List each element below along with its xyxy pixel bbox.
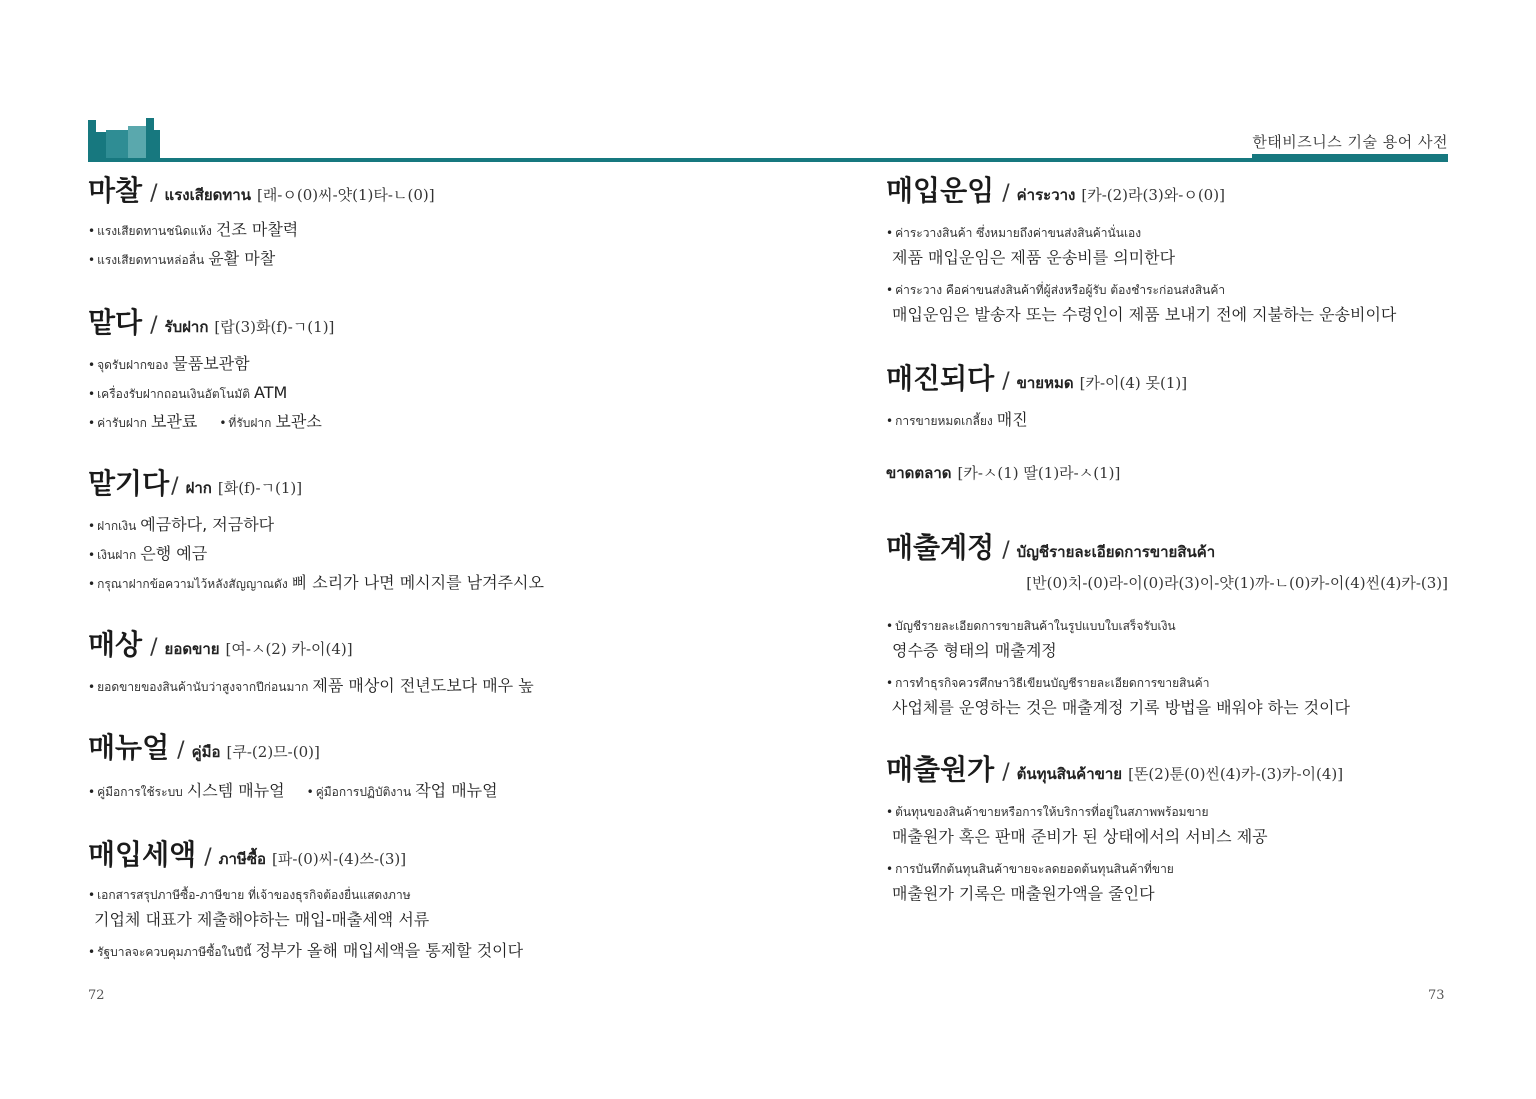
bullet: • <box>219 416 227 430</box>
entry-thai: ฝาก <box>185 479 212 497</box>
bullet: • <box>886 226 894 240</box>
header-tab <box>1252 154 1448 162</box>
example-thai: ค่าระวาง คือค่าขนส่งสินค้าที่ผู้ส่งหรือผู้รับ ต้องชำระก่อนส่งสินค้า <box>895 283 1226 297</box>
bullet: • <box>886 804 894 819</box>
entry-term: 매입세액 <box>88 838 197 871</box>
example-line-korean <box>886 245 1448 271</box>
entry-pronunciation: [화(f)-ㄱ(1)] <box>217 479 303 497</box>
example-korean: 작업 매뉴얼 <box>415 781 498 800</box>
example-line <box>886 799 1448 824</box>
dictionary-entry <box>88 308 778 350</box>
example-thai: ค่าระวางสินค้า ซึ่งหมายถึงค่าขนส่งสินค้านั่นเอง <box>895 226 1142 240</box>
example-thai: ฝากเงิน <box>97 519 137 533</box>
example-line <box>886 277 1448 302</box>
example-line <box>886 613 1448 638</box>
entry-thai: ขายหมด <box>1016 374 1074 392</box>
example-korean: 시스템 매뉴얼 <box>186 781 285 800</box>
entry-thai: ต้นทุนสินค้าขาย <box>1016 764 1123 783</box>
left-page <box>88 176 778 966</box>
example-korean: 보관료 <box>150 412 198 431</box>
entry-pronunciation: [카-이(4) 못(1)] <box>1079 374 1188 392</box>
example-korean: 은행 예금 <box>140 544 208 563</box>
example-korean: 영수증 형태의 매출계정 <box>892 640 1057 660</box>
example-korean: 윤활 마찰 <box>208 249 276 268</box>
example-line <box>88 672 778 701</box>
bullet: • <box>88 416 96 430</box>
dictionary-entry <box>886 176 1448 220</box>
example-line <box>88 511 778 540</box>
bullet: • <box>306 785 314 799</box>
bullet: • <box>88 888 96 902</box>
entry-pronunciation: [똔(2)툰(0)씬(4)카-(3)카-이(4)] <box>1128 764 1344 783</box>
example-korean: 건조 마찰력 <box>215 220 299 239</box>
right-page <box>886 176 1448 907</box>
entry-term: 맡기다 <box>88 467 170 500</box>
example-thai: คู่มือการใช้ระบบ <box>97 785 183 799</box>
slash: / <box>177 738 185 763</box>
example-line-korean <box>886 881 1448 907</box>
example-line <box>886 670 1448 695</box>
example-line <box>886 856 1448 881</box>
example-korean: 매입운임은 발송자 또는 수령인이 제품 보내기 전에 지불하는 운송비이다 <box>892 305 1397 324</box>
example-thai: การขายหมดเกลี้ยง <box>895 414 993 428</box>
slash: / <box>1002 759 1010 785</box>
example-line <box>88 408 778 437</box>
bullet: • <box>886 414 894 428</box>
entry-thai: ภาษีซื้อ <box>218 850 267 868</box>
example-line <box>88 379 778 408</box>
example-line <box>88 882 778 907</box>
bullet: • <box>88 224 96 238</box>
example-thai: บัญชีรายละเอียดการขายสินค้าในรูปแบบใบเสร็จรับเงิน <box>895 618 1176 633</box>
dictionary-entry <box>88 630 778 672</box>
example-thai: ต้นทุนของสินค้าขายหรือการให้บริการที่อยู่ในสภาพพร้อมขาย <box>895 804 1209 819</box>
entry-term: 매입운임 <box>886 174 995 207</box>
example-korean: 제품 매상이 전년도보다 매우 높 <box>312 676 534 695</box>
example-thai: รัฐบาลจะควบคุมภาษีซื้อในปีนี้ <box>97 945 252 959</box>
page-number-left: 72 <box>88 988 105 1003</box>
entry-term: 마찰 <box>88 174 143 207</box>
dictionary-entry <box>886 752 1448 799</box>
example-thai: ที่รับฝาก <box>228 416 272 430</box>
bullet: • <box>88 253 96 267</box>
slash: / <box>1002 181 1010 206</box>
slash: / <box>204 845 212 870</box>
bullet: • <box>886 283 894 297</box>
slash: / <box>1002 369 1010 394</box>
dictionary-entry <box>88 733 778 777</box>
example-korean: 매출원가 기록은 매출원가액을 줄인다 <box>892 883 1155 903</box>
example-thai: แรงเสียดทานหล่อลื่น <box>97 253 205 267</box>
bullet: • <box>88 680 96 694</box>
dictionary-entry <box>886 364 1448 406</box>
entry-thai: ยอดขาย <box>164 640 220 658</box>
entry-thai: รับฝาก <box>164 318 209 336</box>
header-logo-bars <box>88 116 160 160</box>
bullet: • <box>886 618 894 633</box>
example-korean: 정부가 올해 매입세액을 통제할 것이다 <box>255 941 524 960</box>
dictionary-entry <box>88 176 778 216</box>
bullet: • <box>88 945 96 959</box>
entry-pronunciation: [반(0)치-(0)라-이(0)라(3)이-얏(1)까-ㄴ(0)카-이(4)씬(4)카-(3)] <box>1026 573 1448 592</box>
entry-term: 매상 <box>88 628 143 661</box>
entry-pronunciation: [카-(2)라(3)와-ㅇ(0)] <box>1081 186 1225 204</box>
example-thai: แรงเสียดทานชนิดแห้ง <box>97 224 212 238</box>
dictionary-entry <box>886 533 1448 593</box>
example-korean: 예금하다, 저금하다 <box>140 515 275 534</box>
entry-pronunciation: [카-ㅅ(1) 딸(1)라-ㅅ(1)] <box>957 464 1121 482</box>
example-korean: 기업체 대표가 제출해야하는 매입-매출세액 서류 <box>94 910 430 929</box>
example-line-korean <box>88 907 778 933</box>
example-korean: 매출원가 혹은 판매 준비가 된 상태에서의 서비스 제공 <box>892 826 1268 846</box>
dictionary-entry <box>88 840 778 882</box>
example-line-korean <box>886 638 1448 664</box>
bullet: • <box>88 358 96 372</box>
entry-pronunciation: [랍(3)화(f)-ㄱ(1)] <box>214 318 335 336</box>
entry-thai: คู่มือ <box>191 743 221 761</box>
example-thai: การทำธุรกิจควรศึกษาวิธีเขียนบัญชีรายละเอียดการขายสินค้า <box>895 675 1210 690</box>
example-korean: 제품 매입운임은 제품 운송비를 의미한다 <box>892 248 1176 267</box>
slash: / <box>150 181 158 206</box>
example-korean: ATM <box>254 383 288 402</box>
sub-entry <box>886 465 1448 525</box>
example-line <box>88 540 778 569</box>
page-number-right: 73 <box>1428 988 1445 1003</box>
entry-term: 매진되다 <box>886 362 995 395</box>
example-line <box>886 406 1448 435</box>
entry-term: 매출원가 <box>886 752 995 786</box>
bullet: • <box>88 548 96 562</box>
entry-thai: แรงเสียดทาน <box>164 186 251 204</box>
example-line <box>88 350 778 379</box>
example-line <box>88 569 778 598</box>
example-thai: คู่มือการปฏิบัติงาน <box>315 785 412 799</box>
slash: / <box>150 635 158 660</box>
slash: / <box>171 474 179 499</box>
entry-thai: บัญชีรายละเอียดการขายสินค้า <box>1016 543 1216 561</box>
example-korean: 사업체를 운영하는 것은 매출계정 기록 방법을 배워야 하는 것이다 <box>892 697 1351 717</box>
example-korean: 매진 <box>996 410 1028 429</box>
example-line-korean <box>886 695 1448 721</box>
header-rule <box>88 158 1448 162</box>
example-korean: 보관소 <box>275 412 322 431</box>
slash: / <box>1002 538 1010 563</box>
entry-term: 맡다 <box>88 306 143 339</box>
example-thai: เอกสารสรุปภาษีซื้อ-ภาษีขาย ที่เจ้าของธุรกิจต้องยื่นแสดงภาษ <box>97 888 411 902</box>
running-header-title: 한태비즈니스 기술 용어 사전 <box>1252 133 1448 151</box>
entry-term: 매뉴얼 <box>88 731 170 764</box>
entry-pronunciation: [쿠-(2)므-(0)] <box>226 743 320 761</box>
example-thai: จุดรับฝากของ <box>97 358 169 372</box>
example-thai: การบันทึกต้นทุนสินค้าขายจะลดยอดต้นทุนสินค้าที่ขาย <box>895 861 1174 876</box>
example-thai: กรุณาฝากข้อความไว้หลังสัญญาณดัง <box>97 577 288 591</box>
entry-pronunciation: [래-ㅇ(0)씨-얏(1)타-ㄴ(0)] <box>256 186 435 204</box>
example-line-korean <box>886 302 1448 328</box>
entry-thai: ค่าระวาง <box>1016 186 1076 204</box>
bullet: • <box>886 675 894 690</box>
entry-pronunciation: [여-ㅅ(2) 카-이(4)] <box>225 640 353 658</box>
dictionary-entry <box>88 469 778 511</box>
example-line <box>88 777 778 806</box>
entry-pronunciation: [파-(0)씨-(4)쓰-(3)] <box>272 850 407 868</box>
example-korean: 삐 소리가 나면 메시지를 남겨주시오 <box>291 573 544 592</box>
bullet: • <box>88 519 96 533</box>
example-korean: 물품보관함 <box>172 354 250 373</box>
example-line-korean <box>886 824 1448 850</box>
example-thai: เงินฝาก <box>97 548 137 562</box>
bullet: • <box>88 785 96 799</box>
example-thai: เครื่องรับฝากถอนเงินอัตโนมัติ <box>97 387 251 401</box>
bullet: • <box>88 387 96 401</box>
entry-term: 매출계정 <box>886 531 995 564</box>
bullet: • <box>88 577 96 591</box>
example-line <box>88 216 778 245</box>
example-line <box>88 245 778 274</box>
slash: / <box>150 313 158 338</box>
entry-thai: ขาดตลาด <box>886 464 952 482</box>
bullet: • <box>886 861 894 876</box>
example-thai: ยอดขายของสินค้านับว่าสูงจากปีก่อนมาก <box>97 680 309 694</box>
example-thai: ค่ารับฝาก <box>97 416 147 430</box>
example-line <box>88 937 778 966</box>
example-line <box>886 220 1448 245</box>
